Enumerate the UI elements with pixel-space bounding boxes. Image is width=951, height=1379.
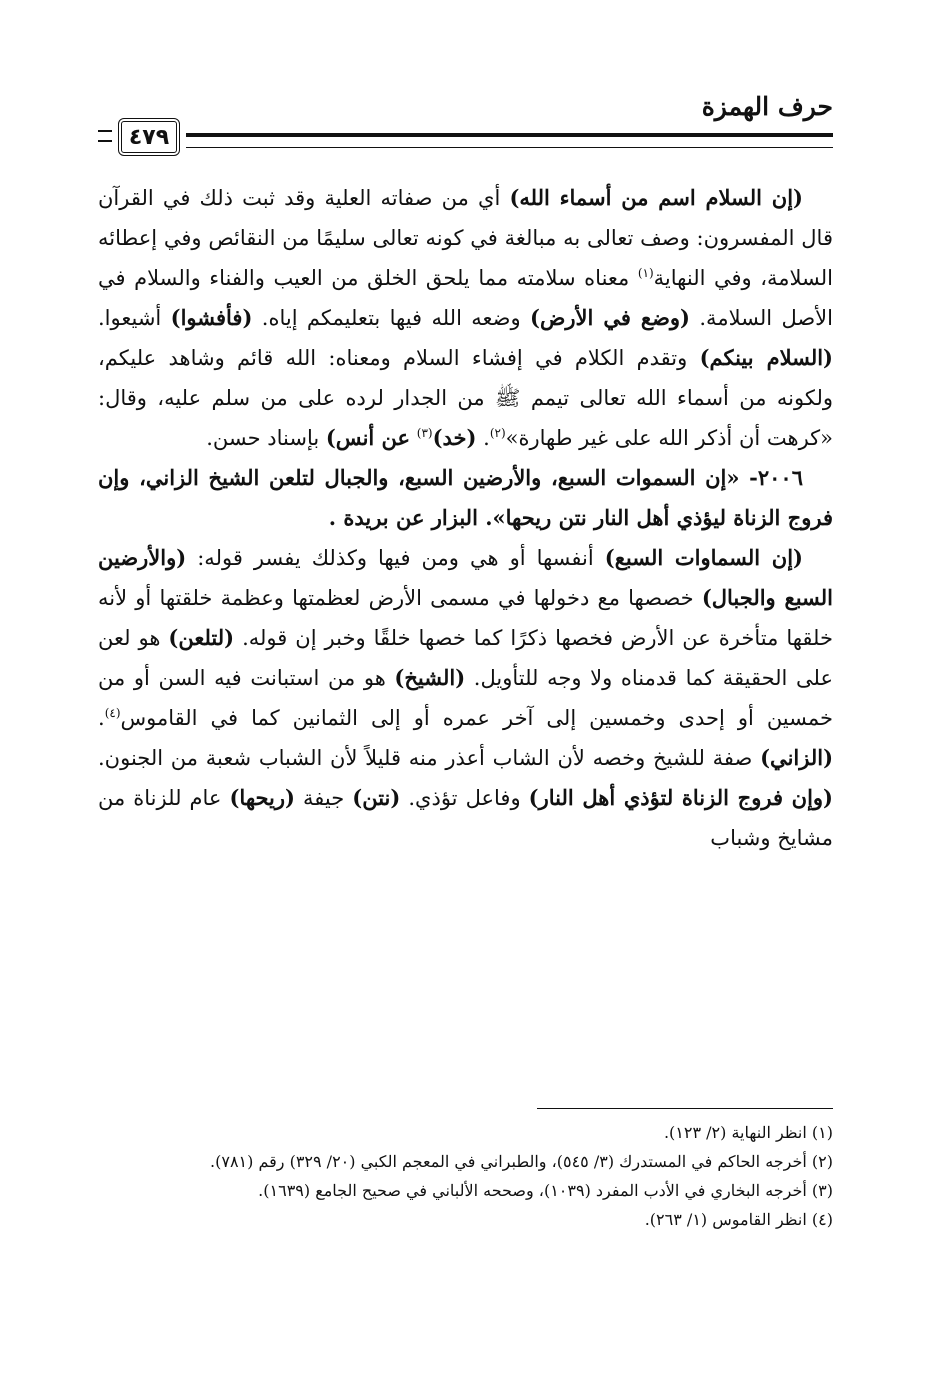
- text-run: خصصها مع دخولها في مسمى الأرض لعظمتها وعظمة خلقتها أو لأنه خلقها متأخرة عن الأرض فخصها ذكرًا كما خصها خلقًا وخبر إن قوله.: [98, 586, 833, 650]
- bold-term: (لتلعن): [168, 625, 235, 650]
- footnote-2: (٢) أخرجه الحاكم في المستدرك (٣/ ٥٤٥)، والطبراني في المعجم الكبي (٢٠/ ٣٢٩) رقم (٧٨١).: [210, 1152, 833, 1171]
- text-run: أنفسها أو هي ومن فيها وكذلك يفسر قوله:: [186, 546, 605, 570]
- text-run: وتقدم الكلام في إفشاء السلام ومعناه: الله قائم وشاهد عليكم، ولكونه من أسماء الله تعالى تيمم ﷺ من الجدار لرده على من سلم عليه، وقال: «كرهت أن أذكر الله على غير طهارة»: [98, 346, 833, 450]
- text-run: وفاعل تؤذي.: [400, 786, 529, 810]
- header-ornament: [98, 130, 112, 142]
- footnote-divider: [537, 1108, 833, 1109]
- text-run: عام للزناة من مشايخ وشباب: [98, 786, 833, 850]
- footnotes: [98, 1118, 833, 1234]
- running-title: حرف الهمزة: [701, 92, 833, 121]
- footnote-1: (١) انظر النهاية (٢/ ١٢٣).: [663, 1123, 833, 1142]
- text-run: معناه سلامته مما يلحق الخلق من العيب والفناء والسلام في الأصل السلامة.: [98, 266, 833, 330]
- bold-term: (وإن فروج الزناة لتؤذي أهل النار): [528, 785, 833, 810]
- header-rule: [186, 133, 833, 148]
- paragraph-1: [98, 178, 833, 458]
- footnote-4: (٤) انظر القاموس (١/ ٢٦٣).: [644, 1210, 833, 1229]
- text-run: [410, 426, 417, 450]
- text-run: أي من صفاته العلية وقد ثبت ذلك في القرآن قال المفسرون: وصف تعالى به مبالغة في كونه تعالى سليمًا من النقائص وفي إعطائه السلامة، وفي النهاية: [98, 186, 833, 290]
- paragraph-3: [98, 538, 833, 858]
- footnote-marker: (٢): [489, 426, 506, 440]
- bold-term: (السلام بينكم): [699, 345, 833, 370]
- text-run: بإسناد حسن.: [206, 426, 326, 450]
- text-run: هو لعن على الحقيقة كما قدمناه ولا وجه للتأويل.: [98, 626, 833, 690]
- text-run: أشيعوا.: [98, 306, 171, 330]
- text-run: .: [476, 426, 490, 450]
- bold-term: (إن السلام اسم من أسماء الله): [509, 185, 803, 210]
- bold-term: (والأرضين السبع والجبال): [98, 545, 833, 610]
- bold-term: (الشيخ): [394, 665, 466, 690]
- bold-term: (وضع في الأرض): [530, 305, 690, 330]
- bold-term: ٢٠٠٦- «إن السموات السبع، والأرضين السبع، والجبال لتلعن الشيخ الزاني، وإن فروج الزناة ليؤذي أهل النار نتن ريحها». البزار عن بريدة .: [98, 465, 833, 530]
- text-run: جيفة: [294, 786, 353, 810]
- bold-term: (نتن): [352, 785, 401, 810]
- bold-term: (فأفشوا): [170, 305, 253, 330]
- body-text: [98, 178, 833, 858]
- text-run: .: [98, 706, 105, 730]
- footnote-marker: (١): [637, 266, 654, 280]
- page-number: ٤٧٩: [118, 118, 180, 156]
- footnote-marker: (٣): [416, 426, 433, 440]
- bold-term: (إن السماوات السبع): [604, 545, 803, 570]
- footnote-3: (٣) أخرجه البخاري في الأدب المفرد (١٠٣٩)، وصححه الألباني في صحيح الجامع (١٦٣٩).: [258, 1181, 833, 1200]
- bold-term: عن أنس): [325, 425, 411, 450]
- bold-term: (ريحها): [229, 785, 295, 810]
- bold-term: (خد): [432, 425, 477, 450]
- text-run: هو من استبانت فيه السن أو من خمسين أو إحدى وخمسين إلى آخر عمره أو إلى الثمانين كما في القاموس: [98, 666, 833, 730]
- footnote-marker: (٤): [104, 706, 121, 720]
- paragraph-2-hadith: [98, 458, 833, 538]
- bold-term: (الزاني): [760, 745, 833, 770]
- text-run: صفة للشيخ وخصه لأن الشاب أعذر منه قليلاً لأن الشباب شعبة من الجنون.: [98, 746, 761, 770]
- text-run: وضعه الله فيها بتعليمكم إياه.: [252, 306, 531, 330]
